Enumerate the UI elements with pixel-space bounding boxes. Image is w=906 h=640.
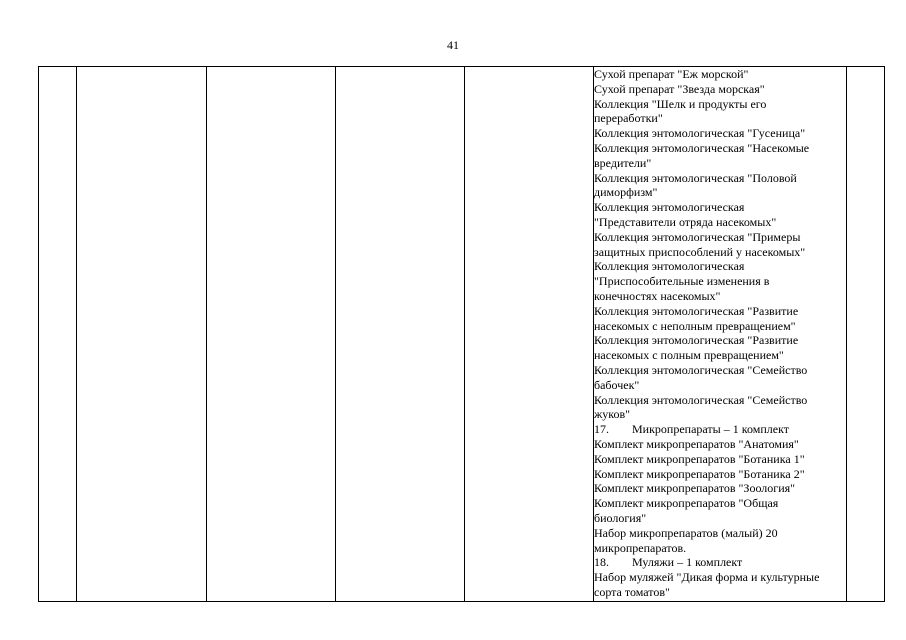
list-item: Коллекция энтомологическая "Семейство bbox=[594, 392, 808, 407]
list-item: вредители" bbox=[594, 155, 652, 170]
list-item: переработки" bbox=[594, 111, 663, 126]
list-item: Набор микропрепаратов (малый) 20 bbox=[594, 525, 778, 540]
list-item: микропрепаратов. bbox=[594, 540, 687, 555]
list-item: Комплект микропрепаратов "Анатомия" bbox=[594, 436, 799, 451]
list-item: "Представители отряда насекомых" bbox=[594, 214, 777, 229]
list-item: Комплект микропрепаратов "Общая bbox=[594, 496, 779, 511]
list-item: Коллекция энтомологическая "Развитие bbox=[594, 303, 799, 318]
list-item: Коллекция энтомологическая "Гусеница" bbox=[594, 126, 806, 141]
list-item: Коллекция энтомологическая "Половой bbox=[594, 170, 797, 185]
list-item: Комплект микропрепаратов "Ботаника 2" bbox=[594, 466, 805, 481]
list-item: Коллекция энтомологическая bbox=[594, 200, 745, 215]
list-item: бабочек" bbox=[594, 377, 640, 392]
page-number: 41 bbox=[447, 38, 459, 52]
list-item: Сухой препарат "Еж морской" bbox=[594, 67, 749, 81]
section-title: Муляжи – 1 комплект bbox=[632, 555, 743, 570]
list-item: Комплект микропрепаратов "Ботаника 1" bbox=[594, 451, 805, 466]
cell-last bbox=[847, 67, 885, 602]
list-item: Коллекция энтомологическая "Насекомые bbox=[594, 140, 810, 155]
equipment-table bbox=[38, 66, 885, 602]
list-item: Коллекция "Шелк и продукты его bbox=[594, 96, 767, 111]
list-item: насекомых с неполным превращением" bbox=[594, 318, 796, 333]
list-item: Сухой препарат "Звезда морская" bbox=[594, 81, 765, 96]
cell-col-2 bbox=[77, 67, 207, 602]
section-heading bbox=[594, 422, 846, 437]
section-title: Микропрепараты – 1 комплект bbox=[632, 422, 789, 437]
list-item: диморфизм" bbox=[594, 185, 658, 200]
section-number: 18. bbox=[594, 555, 609, 570]
cell-col-5 bbox=[465, 67, 594, 602]
list-item: Набор муляжей "Дикая форма и культурные bbox=[594, 570, 820, 585]
list-item: защитных приспособлений у насекомых" bbox=[594, 244, 806, 259]
list-item: Коллекция энтомологическая "Развитие bbox=[594, 333, 799, 348]
list-item: Коллекция энтомологическая bbox=[594, 259, 745, 274]
list-item: конечностях насекомых" bbox=[594, 288, 721, 303]
list-item: биология" bbox=[594, 510, 647, 525]
list-item: насекомых с полным превращением" bbox=[594, 348, 784, 363]
list-item: Комплект микропрепаратов "Зоология" bbox=[594, 481, 796, 496]
list-item: Коллекция энтомологическая "Примеры bbox=[594, 229, 801, 244]
cell-col-3 bbox=[207, 67, 336, 602]
cell-number bbox=[39, 67, 77, 602]
cell-equipment-list bbox=[594, 67, 847, 602]
list-item: жуков" bbox=[594, 407, 631, 422]
table-row bbox=[39, 67, 885, 602]
list-item: сорта томатов" bbox=[594, 584, 670, 599]
list-item: Коллекция энтомологическая "Семейство bbox=[594, 362, 808, 377]
section-heading bbox=[594, 555, 846, 570]
list-item: "Приспособительные изменения в bbox=[594, 274, 770, 289]
section-number: 17. bbox=[594, 422, 609, 437]
cell-col-4 bbox=[336, 67, 465, 602]
